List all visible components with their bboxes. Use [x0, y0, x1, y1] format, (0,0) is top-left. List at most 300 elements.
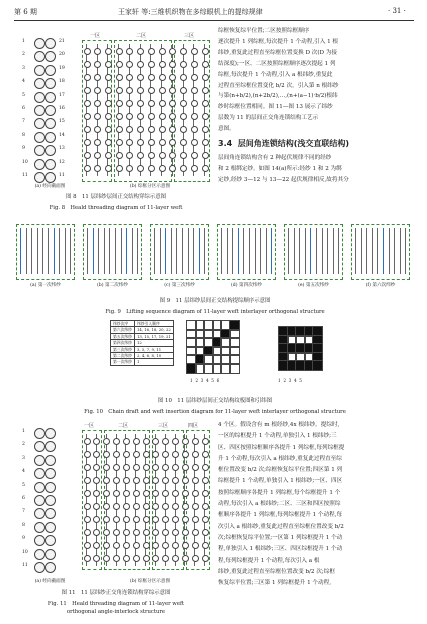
- heald-thread: [260, 228, 261, 274]
- weft-circle: [34, 78, 45, 89]
- heald-thread: [59, 228, 60, 274]
- heald-eye: [116, 126, 123, 133]
- heald-eye: [172, 542, 179, 549]
- weft-circle: [34, 92, 45, 103]
- heald-eye: [202, 477, 209, 484]
- heald-eye: [133, 464, 140, 471]
- row-label: 6: [22, 496, 25, 501]
- weft-circle: [45, 455, 56, 466]
- weft-circle: [45, 38, 56, 49]
- heald-eye: [192, 529, 199, 536]
- heald-eye: [202, 139, 209, 146]
- heald-eye: [202, 490, 209, 497]
- lifting-step-label: (f) 第六次纬纱: [365, 283, 396, 288]
- row-label: 8: [22, 522, 25, 528]
- table-row: [111, 333, 174, 339]
- weft-circle: [34, 441, 45, 452]
- heald-eye: [148, 165, 155, 172]
- heald-thread: [338, 228, 339, 274]
- heald-thread: [165, 228, 166, 274]
- heald-eye: [191, 74, 198, 81]
- heald-eye: [116, 48, 123, 55]
- heald-thread: [171, 228, 172, 274]
- heald-eye: [159, 61, 166, 68]
- fig11-sub-b: (b) 综框分区示意图: [129, 579, 171, 584]
- heald-thread: [98, 228, 99, 274]
- heald-eye: [133, 555, 140, 562]
- table-cell: 2, 4, 6, 8, 10: [134, 353, 173, 359]
- weft-circle: [34, 118, 45, 129]
- heald-thread: [65, 228, 66, 274]
- heald-eye: [191, 139, 198, 146]
- heald-thread: [355, 228, 356, 274]
- figure-8: [18, 32, 218, 198]
- heald-eye: [84, 126, 91, 133]
- heald-eye: [123, 477, 130, 484]
- heald-eye: [172, 464, 179, 471]
- heald-eye: [191, 152, 198, 159]
- lifting-step: [349, 222, 412, 292]
- weft-circle: [34, 132, 45, 143]
- heald-thread: [199, 228, 200, 274]
- heald-eye: [180, 100, 187, 107]
- weft-circle: [34, 38, 45, 49]
- weft-circle: [34, 468, 45, 479]
- text-line: 综框恢复综平位置;二区按照综框顺序: [218, 28, 310, 34]
- heald-eye: [105, 48, 112, 55]
- row-label: 2: [22, 442, 25, 448]
- row-label-right: 12: [59, 159, 65, 165]
- row-label-right: 11: [59, 173, 65, 178]
- table-cell: 第三次纬纱: [111, 346, 135, 352]
- heald-eye: [105, 87, 112, 94]
- row-label: 5: [22, 92, 25, 98]
- heald-eye: [202, 61, 209, 68]
- heald-eye: [84, 490, 91, 497]
- heald-thread: [232, 228, 233, 274]
- fig10-left-axis: 1 2 3 4 5 6: [190, 378, 220, 383]
- row-label: 3: [22, 65, 25, 71]
- fig11-caption-en-2: orthogonal angle-interlock structure: [66, 609, 166, 615]
- heald-thread: [310, 228, 311, 274]
- section-number: 3.4: [218, 139, 233, 148]
- heald-eye: [180, 113, 187, 120]
- text-line: 框位置改变 b/2 次;综框恢复综平位置;四区第 1 列: [218, 467, 343, 474]
- weft-circle: [34, 105, 45, 116]
- heald-eye: [123, 438, 130, 445]
- table-cell: 第六次纬纱: [111, 327, 135, 333]
- weft-circle: [45, 145, 56, 156]
- heald-eye: [113, 438, 120, 445]
- fig8-caption-cn: 图 8 11 层纬纱层间正交结构穿综示意图: [66, 194, 166, 200]
- fig10-chain-draft: [186, 320, 266, 374]
- heald-thread: [132, 228, 133, 274]
- heald-thread: [377, 228, 378, 274]
- table-row: [111, 359, 174, 365]
- table-header: 纬纱次序: [111, 321, 135, 327]
- weft-circle: [45, 78, 56, 89]
- weft-circle: [34, 455, 45, 466]
- page-number: · 31 ·: [388, 7, 406, 15]
- fig11-sub-a: (a) 经向截面图: [34, 579, 66, 584]
- heald-thread: [316, 228, 317, 274]
- heald-eye: [191, 87, 198, 94]
- heald-eye: [192, 516, 199, 523]
- fig9-caption-cn: 图 9 11 层纬纱层间正交结构提综顺序示意图: [159, 298, 271, 304]
- row-label-right: 20: [59, 52, 65, 58]
- heald-eye: [113, 542, 120, 549]
- weft-circle: [45, 468, 56, 479]
- text-line: 与第(n+b/2),(n+2b/2),…,(n+(a−1)·b/2)根纬: [218, 93, 338, 100]
- heald-thread: [115, 228, 116, 274]
- heald-eye: [192, 490, 199, 497]
- heald-eye: [202, 87, 209, 94]
- heald-thread: [400, 228, 401, 274]
- heald-eye: [116, 61, 123, 68]
- heald-eye: [133, 490, 140, 497]
- weft-circle: [34, 549, 45, 560]
- heald-eye: [116, 139, 123, 146]
- fig11-caption-en-1: Fig. 11 Heald threading diagram of 11-layer weft: [47, 601, 185, 607]
- text-line: 升 1 个动程,每次引入 a 根纬纱,重复此过程直至综: [218, 455, 342, 462]
- heald-eye: [84, 48, 91, 55]
- heald-thread: [137, 228, 138, 274]
- heald-eye: [148, 152, 155, 159]
- row-label: 6: [22, 106, 25, 111]
- row-label: 7: [22, 119, 25, 125]
- heald-eye: [172, 490, 179, 497]
- heald-thread: [221, 228, 222, 274]
- text-line: 动程,每次引入 a 根纬纱;二区、三区和四区按照综: [218, 501, 341, 508]
- heald-eye: [143, 529, 150, 536]
- weft-circle: [34, 495, 45, 506]
- text-line: 逐次提升 1 列综框,每次提升 1 个动程,引入 1 根: [218, 38, 338, 45]
- weft-circle: [34, 159, 45, 170]
- zone-label-2: 二区: [136, 33, 147, 39]
- row-label-right: 15: [59, 119, 65, 125]
- fig11-caption-cn: 图 11 11 层纬纱正交角连锁结构穿综示意图: [61, 590, 171, 596]
- weft-circle: [45, 562, 56, 573]
- fig10-caption-en: Fig. 10 Chain draft and weft insertion diagram for 11-layer weft interlayer orthogonal structure: [84, 409, 346, 415]
- heald-eye: [202, 438, 209, 445]
- heald-eye: [116, 87, 123, 94]
- heald-thread: [305, 228, 306, 274]
- heald-eye: [148, 113, 155, 120]
- text-line: 区、四区按照综框顺序各提升 1 列综框,每列综框提: [218, 444, 345, 451]
- weft-circle: [34, 172, 45, 183]
- figure-10: [110, 320, 360, 390]
- table-cell: 12: [134, 340, 173, 346]
- weft-circle: [45, 441, 56, 452]
- weft-circle: [34, 522, 45, 533]
- table-header: 纬纱引入顺序: [134, 321, 173, 327]
- heald-eye: [84, 74, 91, 81]
- lifting-step-label: (e) 第五次纬纱: [298, 283, 329, 288]
- table-cell: 第四次纬纱: [111, 340, 135, 346]
- heald-eye: [192, 542, 199, 549]
- table-cell: 13, 15, 17, 19, 21: [134, 333, 173, 339]
- heald-eye: [84, 87, 91, 94]
- heald-eye: [180, 152, 187, 159]
- heald-thread: [288, 228, 289, 274]
- heald-eye: [180, 74, 187, 81]
- zone-label-1: 一区: [84, 423, 95, 429]
- weft-circle: [34, 562, 45, 573]
- heald-thread: [93, 228, 94, 274]
- text-line: 纱时综框位置相同。图 11—图 13 展示了纬纱: [218, 104, 333, 111]
- fig10-right-axis: 1 2 3 4 5: [278, 378, 302, 383]
- lifting-step-label: (d) 第四次纬纱: [231, 283, 262, 288]
- heald-thread: [20, 228, 21, 274]
- zone-label-3: 三区: [158, 423, 169, 429]
- heald-eye: [172, 451, 179, 458]
- heald-eye: [202, 451, 209, 458]
- row-label: 4: [22, 79, 25, 85]
- draft-cell: [229, 363, 240, 374]
- heald-eye: [133, 451, 140, 458]
- text-line: 按照综框顺序各提升 1 列综框,每个综框提升 1 个: [218, 489, 341, 496]
- text-line: 框顺序各提升 1 列综框,每列综框提升 1 个动程,每: [218, 512, 343, 519]
- heald-eye: [84, 503, 91, 510]
- heald-eye: [113, 529, 120, 536]
- fig11-cross-section: [22, 422, 72, 578]
- figure-11: [18, 422, 218, 582]
- heald-thread: [37, 228, 38, 274]
- heald-eye: [182, 464, 189, 471]
- text-line: 纬纱,重复此过程直至综框位置改变 b/2 次;综框: [218, 568, 335, 575]
- heald-eye: [84, 113, 91, 120]
- heald-eye: [182, 555, 189, 562]
- table-cell: 1: [134, 359, 173, 365]
- text-line: 4 个区。假设含有 m 根经纱,4x 根纬纱。提综时,: [218, 422, 340, 428]
- lifting-step: [14, 222, 77, 292]
- heald-thread: [193, 228, 194, 274]
- heald-eye: [123, 542, 130, 549]
- heald-eye: [159, 87, 166, 94]
- weft-circle: [45, 105, 56, 116]
- heald-eye: [182, 503, 189, 510]
- heald-eye: [84, 139, 91, 146]
- heald-thread: [48, 228, 49, 274]
- weft-circle: [45, 482, 56, 493]
- heald-eye: [84, 100, 91, 107]
- heald-eye: [172, 477, 179, 484]
- insertion-cell: [312, 360, 323, 371]
- table-cell: 3, 5, 7, 9, 11: [134, 346, 173, 352]
- heald-thread: [109, 228, 110, 274]
- row-label: 1: [22, 429, 25, 434]
- weft-circle: [45, 172, 56, 183]
- heald-eye: [180, 87, 187, 94]
- text-line: 过程直至综框位置变化 b/2 次。引入第 n 根纬纱: [218, 82, 339, 89]
- fig8-sub-a: (a) 经向截面图: [34, 184, 66, 189]
- heald-eye: [148, 61, 155, 68]
- heald-eye: [143, 555, 150, 562]
- heald-eye: [143, 490, 150, 497]
- heald-thread: [366, 228, 367, 274]
- heald-thread: [87, 228, 88, 274]
- heald-eye: [191, 61, 198, 68]
- weft-circle: [34, 65, 45, 76]
- heald-eye: [191, 165, 198, 172]
- heald-eye: [113, 464, 120, 471]
- heald-eye: [202, 516, 209, 523]
- heald-eye: [123, 490, 130, 497]
- heald-eye: [84, 542, 91, 549]
- row-label: 10: [22, 549, 28, 555]
- row-label-right: 21: [59, 39, 65, 44]
- heald-eye: [113, 477, 120, 484]
- heald-eye: [113, 503, 120, 510]
- heald-eye: [105, 113, 112, 120]
- row-label: 3: [22, 455, 25, 461]
- heald-eye: [133, 438, 140, 445]
- heald-eye: [143, 477, 150, 484]
- row-label: 1: [22, 39, 25, 44]
- row-label-right: 16: [59, 106, 65, 111]
- heald-eye: [182, 451, 189, 458]
- heald-eye: [180, 165, 187, 172]
- weft-circle: [45, 65, 56, 76]
- fig8-cross-section: [22, 32, 72, 190]
- row-label-right: 18: [59, 79, 65, 85]
- heald-eye: [148, 87, 155, 94]
- lifting-step: [215, 222, 278, 292]
- heald-eye: [143, 464, 150, 471]
- heald-thread: [54, 228, 55, 274]
- row-label: 9: [22, 536, 25, 542]
- heald-eye: [148, 74, 155, 81]
- heald-thread: [322, 228, 323, 274]
- heald-thread: [299, 228, 300, 274]
- weft-circle: [34, 51, 45, 62]
- heald-eye: [180, 48, 187, 55]
- heald-eye: [202, 464, 209, 471]
- lifting-step: [81, 222, 144, 292]
- lifting-step-label: (a) 第一次纬纱: [30, 283, 61, 288]
- text-line: 综框提升 1 个动程,单独引入 1 根纬纱;一区、四区: [218, 478, 343, 485]
- fig8-heald-zones: [80, 32, 210, 190]
- text-line: 次引入 a 根纬纱,重复此过程直至综框位置改变 b/2: [218, 523, 344, 530]
- heald-eye: [182, 529, 189, 536]
- heald-eye: [133, 477, 140, 484]
- figure-9: [14, 222, 416, 292]
- text-line: 意图。: [218, 126, 235, 133]
- heald-eye: [84, 152, 91, 159]
- heald-thread: [294, 228, 295, 274]
- heald-eye: [123, 555, 130, 562]
- heald-thread: [182, 228, 183, 274]
- heald-eye: [105, 152, 112, 159]
- heald-eye: [105, 139, 112, 146]
- heald-eye: [202, 503, 209, 510]
- heald-thread: [394, 228, 395, 274]
- heald-eye: [84, 451, 91, 458]
- body-text-3: [218, 420, 416, 589]
- heald-eye: [116, 74, 123, 81]
- heald-thread: [70, 228, 71, 274]
- heald-eye: [113, 490, 120, 497]
- heald-eye: [192, 503, 199, 510]
- heald-eye: [172, 503, 179, 510]
- text-line: 纬纱,重复此过程直至综框位置变换 D 次(D 为接: [218, 49, 337, 56]
- heald-eye: [148, 48, 155, 55]
- heald-eye: [182, 477, 189, 484]
- heald-thread: [154, 228, 155, 274]
- heald-eye: [182, 490, 189, 497]
- heald-eye: [159, 48, 166, 55]
- heald-eye: [192, 555, 199, 562]
- heald-eye: [180, 61, 187, 68]
- heald-eye: [148, 100, 155, 107]
- heald-thread: [160, 228, 161, 274]
- heald-eye: [192, 451, 199, 458]
- heald-eye: [202, 126, 209, 133]
- heald-thread: [243, 228, 244, 274]
- heald-eye: [105, 100, 112, 107]
- heald-eye: [143, 451, 150, 458]
- heald-eye: [182, 516, 189, 523]
- weft-circle: [34, 428, 45, 439]
- text-line: 结深度);一区、二区按照综框顺序逐次提起 1 列: [218, 60, 336, 67]
- heald-eye: [172, 438, 179, 445]
- heald-eye: [192, 464, 199, 471]
- zone-label-2: 二区: [118, 423, 129, 429]
- heald-eye: [116, 165, 123, 172]
- body-text-2: [218, 153, 416, 186]
- heald-eye: [105, 74, 112, 81]
- row-label: 7: [22, 509, 25, 515]
- heald-eye: [191, 100, 198, 107]
- fig10-sequence-table: [110, 320, 174, 366]
- table-cell: 14, 16, 18, 20, 22: [134, 327, 173, 333]
- heald-eye: [148, 139, 155, 146]
- text-line: 程,单独引入 1 根纬纱;三区、四区综框提升 1 个动: [218, 546, 343, 553]
- row-label-right: 17: [59, 92, 65, 98]
- weft-circle: [45, 535, 56, 546]
- heald-eye: [84, 516, 91, 523]
- text-line: 和 2 根绑定纱。如图 14(a)所示:经纱 1 和 2 为绑: [218, 165, 342, 172]
- heald-eye: [202, 152, 209, 159]
- text-line: 恢复综平位置;三区第 1 列综框提升 1 个动程,: [218, 580, 331, 587]
- weft-circle: [34, 508, 45, 519]
- heald-eye: [159, 113, 166, 120]
- heald-eye: [159, 165, 166, 172]
- zone-label-4: 四区: [188, 423, 199, 429]
- heald-eye: [192, 438, 199, 445]
- lifting-step: [282, 222, 345, 292]
- heald-eye: [180, 126, 187, 133]
- heald-thread: [266, 228, 267, 274]
- heald-eye: [180, 139, 187, 146]
- heald-thread: [31, 228, 32, 274]
- heald-thread: [383, 228, 384, 274]
- heald-eye: [123, 529, 130, 536]
- heald-eye: [159, 126, 166, 133]
- heald-thread: [104, 228, 105, 274]
- row-label-right: 19: [59, 65, 65, 71]
- heald-eye: [202, 555, 209, 562]
- heald-eye: [202, 529, 209, 536]
- heald-eye: [202, 74, 209, 81]
- heald-thread: [361, 228, 362, 274]
- row-label: 11: [22, 563, 28, 568]
- weft-circle: [45, 522, 56, 533]
- heald-eye: [192, 477, 199, 484]
- heald-eye: [202, 113, 209, 120]
- heald-thread: [389, 228, 390, 274]
- heald-eye: [133, 529, 140, 536]
